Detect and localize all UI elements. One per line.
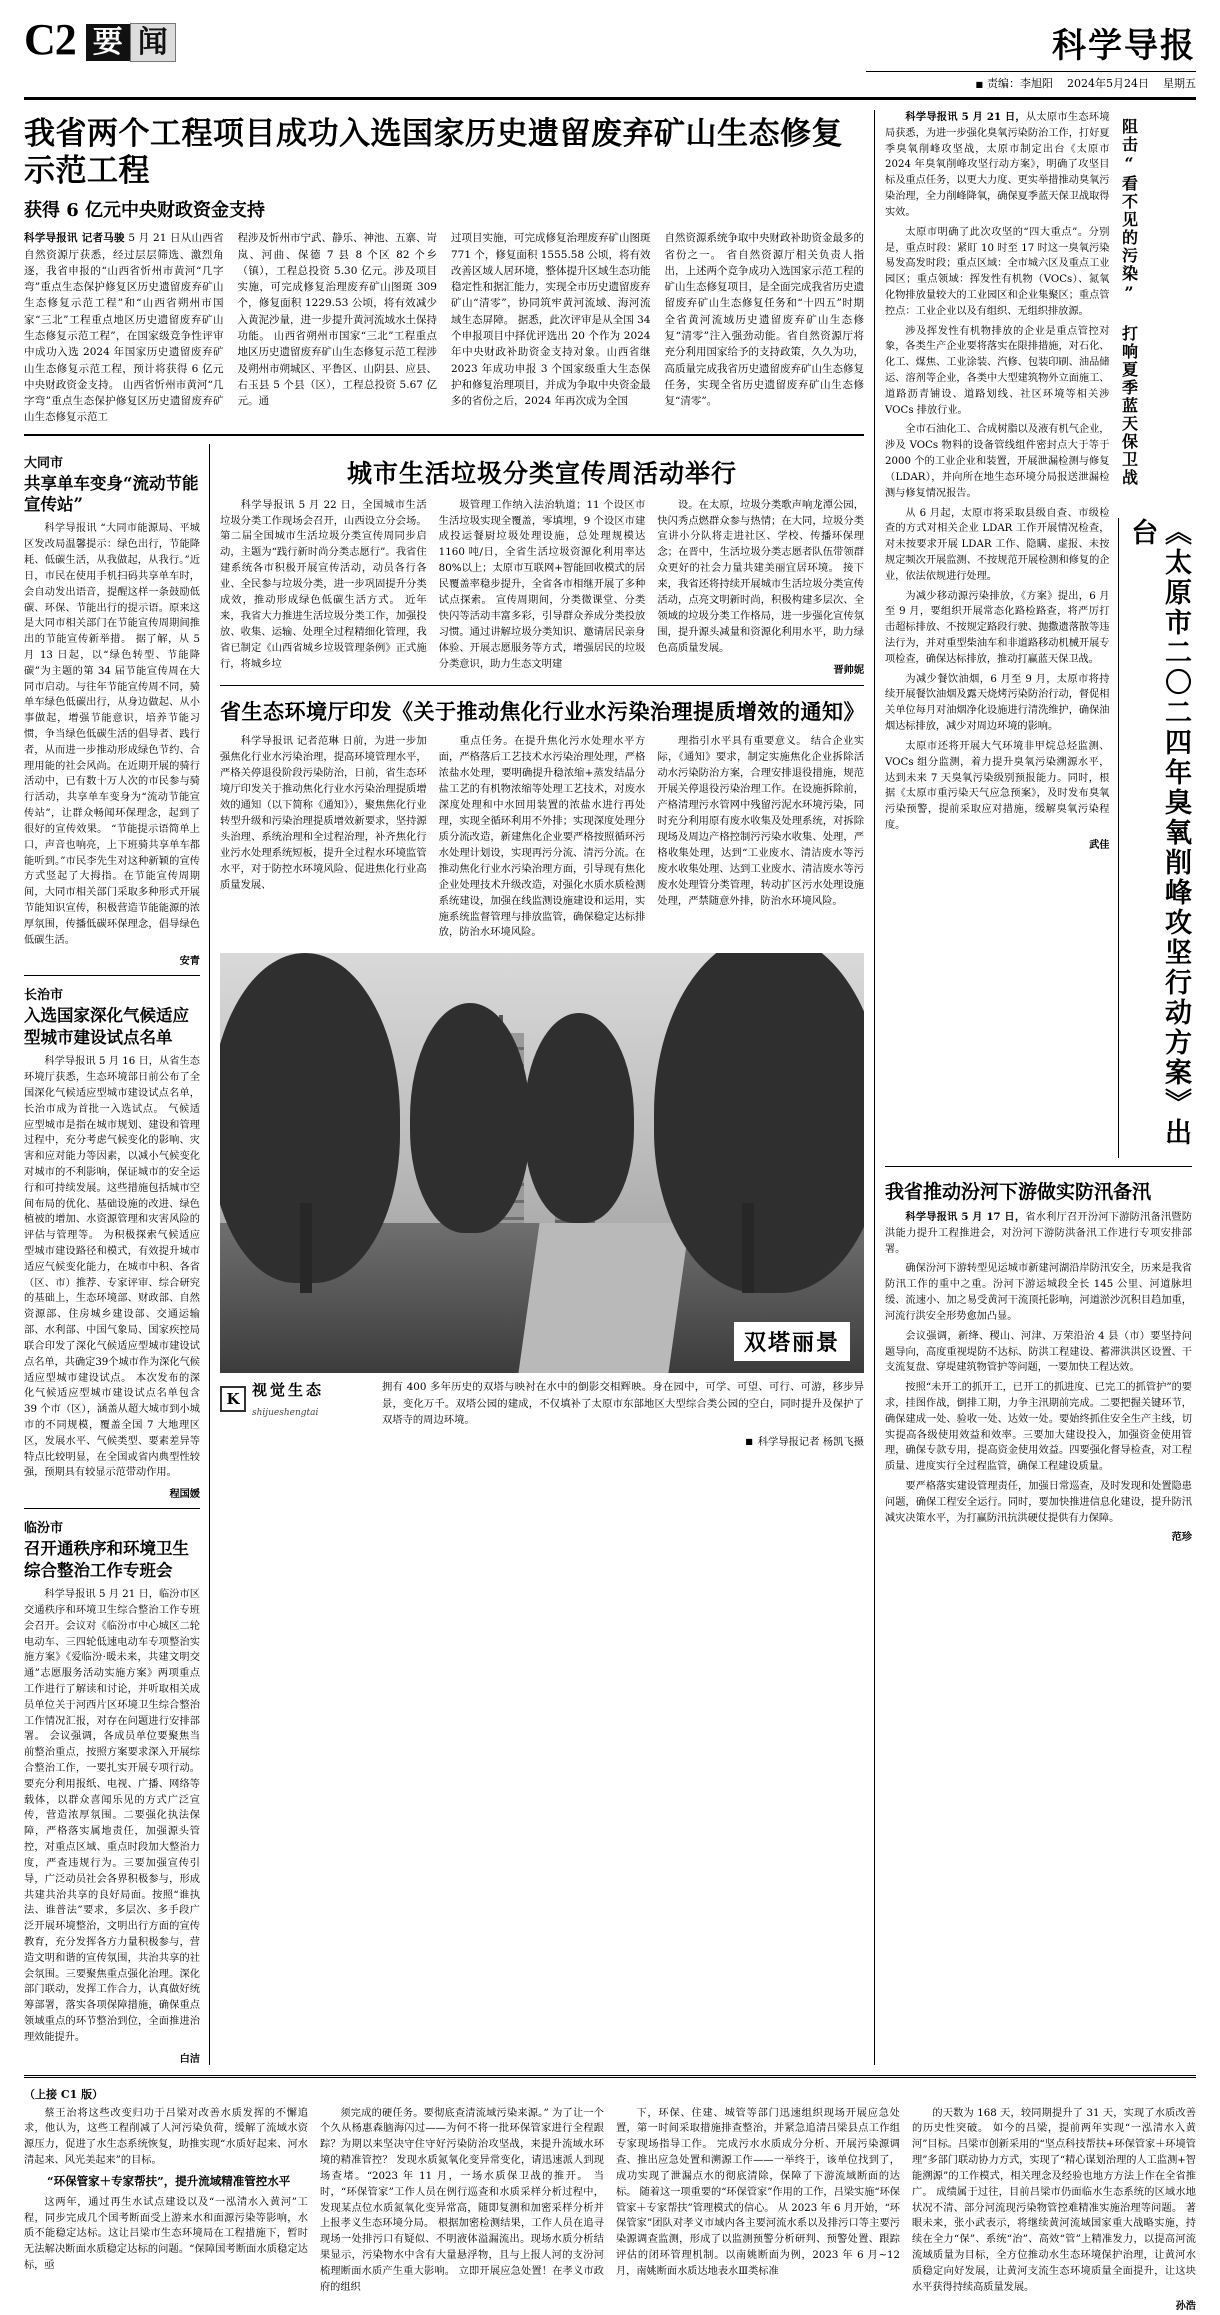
right-article-2-body <box>885 1210 1192 1546</box>
right-s1: 省水利厅召开汾河下游防汛备汛暨防洪能力提升工程推进会，对汾河下游防洪备汛工作进行专项安排部署。 <box>885 1212 1193 1255</box>
masthead-left <box>24 15 194 64</box>
center-sign-1: 晋帅妮 <box>833 664 865 677</box>
bottom-col-4 <box>912 2106 1196 2315</box>
city-brief-datong <box>24 452 200 968</box>
page-body <box>24 110 1196 2065</box>
right-p2: 太原市明确了此次攻坚的“四大重点”。分别是，重点时段：紧盯 10 时至 17 时这一臭氧污染易发高发时段；重点区域：全市城六区及重点工业园区；重点领域：挥发性有机物（VOCs）、氮氧化物排放量较大的工业园区和企业集聚区；重点管控点：工业企业以及有组织、无组织排放源。 <box>885 226 1110 317</box>
section-badge-char1: 要 <box>86 24 130 62</box>
right-sign: 武佳 <box>1089 838 1110 851</box>
tree-2 <box>654 953 864 1293</box>
center-body-3: 设。在太原，垃圾分类歌声响龙潭公园，快闪秀点燃群众参与热情；在大同，垃圾分类宣讲小分队将走进社区、学校、传播环保理念；在晋中，生活垃圾分类志愿者队伍带领群众更好的社会力量共建美丽宜居环境。 接下来，我省还将持续开展城市生活垃圾分类宣传活动，点亮文明新时尚，积极构建多层次、全领域的垃圾分类工作格局，进一步强化宣传氛围，提升源头减量和资源化利用水平，助力绿色高质量发展。 <box>657 498 865 655</box>
tree-3 <box>410 1003 530 1233</box>
masthead <box>24 15 1196 100</box>
bottom-section <box>24 2075 1196 2315</box>
bottom-col-2 <box>320 2106 604 2315</box>
section-badge <box>86 23 176 63</box>
right-s5: 要严格落实建设管理责任，加强日常巡查，及时发现和处置隐患问题，确保工程安全运行。同时，要加快推进信息化建设，提升防汛减灾决策水平，为打赢防汛抗洪硬仗提供有力保障。 <box>885 1481 1192 1524</box>
lead-subhead: 获得 6 亿元中央财政资金支持 <box>24 200 266 222</box>
right-p5: 从 6 月起，太原市将采取县级自查、市级检查的方式对相关企业 LDAR 工作开展情况检查，对未按要求开展 LDAR 工作、隐瞒、虚报、未按规定频次开展监测、不按规范开展检测和修复的企业，依法依规进行处理。 <box>885 507 1110 582</box>
right-byline: 科学导报讯 5 月 21 日， <box>905 111 1026 123</box>
lead-col-4: 自然资源系统争取中央财政补助资金最多的省份之一。 省自然资源厅相关负责人指出，上述两个竞争成功入选国家示范工程的矿山生态修复项目，是全面完成我省历史遗留废弃矿山生态修复任务和“十四五”时期全省黄河流域历史遗留废弃矿山生态修复“清零”注入强劲动能。省自然资源厅将充分利用国家给予的支持政策，久久为功，高质量完成我省历史遗留废弃矿山生态修复任务，实现全省历史遗留废弃矿山生态修复“清零”。 <box>664 232 864 408</box>
issue-date: 2024年5月24日 <box>1067 77 1149 90</box>
right-p7: 为减少餐饮油烟，6 月至 9 月，太原市将持续开展餐饮油烟及露天烧烤污染防治行动，督促相关单位每月对油烟净化设施进行清洗维护，确保油烟达标排放，减少对周边环境的影响。 <box>885 673 1110 733</box>
bottom-columns <box>24 2106 1196 2315</box>
center-col-3 <box>657 498 864 677</box>
center2-col-2 <box>439 734 646 945</box>
right-article-2 <box>885 1177 1192 1546</box>
right-vertical-titles <box>1118 110 1193 1158</box>
divider-4 <box>885 1166 1192 1167</box>
tree-4 <box>524 1013 634 1223</box>
right-s4: 按照“未开工的抓开工，已开工的抓进度、已完工的抓管护”的要求，挂图作战，倒排工期，力争主汛期前完成。二要把握关键环节，确保建成一处、验收一处、达效一处。要始终抓住安全生产主线，切实提高各级使用效益和效率。三要加大建设投入，加强资金使用管理，确保专款专用，提高资金使用效益。四要强化督导检查，对工程质量、进度实行全过程监管，确保工程建设质量。 <box>885 1382 1192 1473</box>
brief-title-linfen: 召开通秩序和环境卫生综合整治工作专班会 <box>24 1539 189 1580</box>
bottom-body-3: 下，环保、住建、城管等部门迅速组织现场开展应急处置，第一时间采取措施排查整治，并紧急追清吕梁县点工作组专家现场指导工作。 完成污水水质成分分析、开展污染源调查、推出应急处置和溯源工作——一举终于，该单位找到了，成功实现了泄漏点水的彻底清除，保障了下游流域断面的达标。 随着这一项重要的“环保管家”作用的工作，吕梁实施“环保管家＋专家帮扶”管理模式的信心。 从 2023 年 6 月开始，“环保管家”团队对孝义市域内各主要河流水系以及排污口等主要污染源调查监测，形成了以监测预警分析研判、预警处置、跟踪评估的闭环管理机制。以南姚断面为例，2023 年 6 月~12 月，南姚断面水质达地表水Ⅲ类标准 <box>616 2107 900 2277</box>
center-article-1 <box>220 498 864 677</box>
vertical-subtitle: 阻击“看不见的污染” 打响夏季蓝天保卫战 <box>1119 118 1139 487</box>
divider-1 <box>24 975 200 976</box>
bottom-sign: 孙浩 <box>1175 2300 1196 2313</box>
right-s-lead <box>885 1210 1192 1257</box>
bottom-body-1: 蔡王治将这些改变归功于吕梁对改善水质发挥的不懈追求，他认为，这些工程削减了人河污染负荷，缓解了流域水资源压力，促进了水生态系统恢复，助推实现“水质好起来、河水清起来、风光美起来”的目标。 <box>24 2107 308 2167</box>
right-p6: 为减少移动源污染排放，《方案》提出，6 月至 9 月，要组织开展常态化路检路查，将严厉打击超标排放、不按规定路段行驶、抛撒遗落散等违法行为，并对重型柴油车和非道路移动机械开展专项检查，确保达标排放，推动打赢蓝天保卫战。 <box>885 590 1110 665</box>
photo-twin-pagodas <box>220 953 864 1373</box>
photo-caption-row <box>220 1379 864 1428</box>
right-column <box>874 110 1192 2065</box>
editor-label: ■ 责编：李旭阳 <box>975 75 1053 91</box>
divider-2 <box>24 1508 200 1509</box>
bottom-col-3 <box>616 2106 900 2315</box>
masthead-meta <box>866 71 1196 91</box>
center2-body-2: 重点任务。在提升焦化污水处理水平方面，严格落后工艺技术水污染治理处理，严格浓盐水处理，要明确提升稳浓缩+蒸发结晶分盐工艺的有机物浓缩等处理工艺技术，对废水深度处理和中水回用装置的浓盐水进行再处理，实现全循环利用不外排；实现深度处理分质分流改造，新建焦化企业要严格按照循环污水处理计划设，实现再污分流、清污分流。在推动焦化行业水污染治理方面，引导现有焦化企业处理技术升级改造，对强化水质水质检测系统建设，加强在线监测设施建设和运用，实施系统监督管理与排放监管，确保稳定达标排放，防治水环境风险。 <box>438 735 646 939</box>
brief-title-datong: 共享单车变身“流动节能宣传站” <box>24 473 199 514</box>
center-article-2 <box>220 734 864 945</box>
brief-sign-linfen: 白洁 <box>179 2052 200 2065</box>
trunk-1 <box>300 1203 312 1293</box>
brief-body-datong: 科学导报讯 “大同市能源局、平城区发改局温馨提示：绿色出行，节能降耗、低碳生活，从我做起，从我行。”近日，市民在使用手机扫码共享单车时，会自动发出语音，提醒这样一条鼓励低碳、环保、节能出行的提示语。原来这是大同市相关部门在节能宣传周期间推出的节能宣传新举措。 据了解，从 5 月 13 日起，以“绿色转型、节能降碳”为主题的第 34 届节能宣传周在大同市启动。与往年节能宣传周不同，骑单车绿色低碳出行，从身边做起、从小事做起，增强节能意识，培养节能习惯，争当绿色低碳生活的倡导者、践行者，从而进一步推动形成绿色节约、合理用能的社会风尚。在近期开展的骑行活动中，已有数十万人次的市民参与骑行活动，共享单车变身为“流动节能宣传站”，让群众畅闻环保理念，起到了很好的宣传效果。 “节能提示语简单上口，声音也响亮，上下班骑共享单车都能听到。”市民李先生对这种新颖的宣传方式竖起了大拇指。在节能宣传周期间，大同市相关部门采取多种形式开展节能知识宣传，积极营造节能能源的浓厚氛围，传播低碳环保理念，倡导绿色低碳生活。 <box>24 523 200 946</box>
center2-body-3: 理指引水平具有重要意义。 结合企业实际，《通知》要求，制定实施焦化企业拆除活动水污染防治方案，合理安排退役措施，规范开展关停退役污染治理工作。在设施拆除前，产格清理污水管网中残留污泥水环境污染，同时充分利用原有废水收集及处理系统，对拆除现场及周边产格控制污污染水收集、处理，严格收集处理，达到“工业废水、清洁废水等污废水收集处理、达到工业废水、清洁废水等污废水处理管分类管理，转动扩区污水处理设施处理，严禁随意外排，防治水环境风险。 <box>657 735 865 907</box>
brief-sign-changzhi: 程国媛 <box>169 1488 200 1501</box>
brief-body-linfen: 科学导报讯 5 月 21 日，临汾市区交通秩序和环境卫生综合整治工作专班会召开。会议对《临汾市中心城区二轮电动车、三四轮低速电动车专项整治实施方案》《爱临汾·暖未来，共建文明交通”志愿服务活动实施方案》两项重点工作进行了解读和讨论，并听取相关成员单位关于河西片区环境卫生综合整治工作情况汇报，对存在问题进行安排部署。 会议强调，各成员单位要聚焦当前整治重点，按照方案要求深入开展综合整治工作，一要扎实开展专项行动。要充分利用报纸、电视、广播、网络等载体，以群众喜闻乐见的方式广泛宣传，营造浓厚氛围。二要强化执法保障，严格落实属地责任，加强源头管控，对重点区域、重点时段加大整治力度，严查违规行为。三要加强宣传引导，广泛动员社会各界积极参与，形成共建共治共享的良好局面。按照“谁执法、谁普法”要求，多层次、多手段广泛开展环境整治，文明出行方面的宣传教育，充分发挥各方力量积极参与，营造文明和谐的宣传氛围，共治共享的社会氛围。三要聚焦重点强化治理。深化部门联动，发挥工作合力，认真做好统筹部署，落实各项保障措施，确保重点领域重点的环节整治到位，全面推进治理效能提升。 <box>24 1589 200 2043</box>
logo-k-icon: K <box>220 1386 246 1412</box>
visual-ecology-logo <box>220 1379 370 1419</box>
right-p4: 全市石油化工、合成树脂以及液有机气企业，涉及 VOCs 物料的设备管线组件密封点大于等于 2000 个的工业企业和装置，开展泄漏检测与修复（LDAR），并向所在地生态环境分局报送泄漏检测与修复情况报告。 <box>885 424 1110 499</box>
lead-article <box>24 116 864 436</box>
trunk-2 <box>742 1203 754 1293</box>
photo-caption: 拥有 400 多年历史的双塔与映衬在水中的倒影交相辉映。身在园中，可学、可望、可行、可游，移步异景，变化万千。双塔公园的建成，不仅填补了太原市东部地区大型综合类公园的空白，同时提升及保护了双塔寺的周边环境。 <box>382 1381 864 1427</box>
right-lead-paras <box>885 110 1110 854</box>
city-tag-linfen: 临汾市 <box>24 1521 64 1537</box>
masthead-right <box>866 18 1196 91</box>
section-badge-char2: 闻 <box>130 23 176 63</box>
center-column <box>220 444 864 2065</box>
lead-body-1: 5 月 21 日从山西省自然资源厅获悉，经过层层筛选、激烈角逐，我省申报的“山西省忻州市黄河“几字弯”重点生态保护修复区历史遗留废弃矿山生态修复示范工程”和“山西省朔州市国家“三北”工程重点地区历史遗留废弃矿山生态修复示范工程”，在国家级竞争性评审中成功入选 2024 年国家历史遗留废弃矿山生态修复示范工程，预计将获得 6 亿元中央财政资金支持。 山西省忻州市黄河“几字弯”重点生态保护修复区历史遗留废弃矿山生态修复示范工 <box>24 232 224 424</box>
bottom-body-1c: 这两年，通过再生水试点建设以及“一泓清水入黄河”工程，同步完成几个国考断面受上游来水和面源污染等影响，水质不能稳定达标。这让吕梁市生态环境局在工程措施下，暂时无法解决断面水质稳定达标的问题。“保障国考断面水质稳定达标，亟 <box>24 2196 308 2271</box>
right-s3: 会议强调，新绛、稷山、河津、万荣沿治 4 县（市）要坚持问题导向，高度重视堤防不达标、防洪工程建设、蓄滞洪洪区设置、干支流复盘、穿堤建筑物管护等问题，一要加快工程达效。 <box>885 1330 1192 1374</box>
city-briefs-column <box>24 444 210 2065</box>
photo-path <box>519 1223 690 1373</box>
lead-columns <box>24 230 864 425</box>
lead-headline: 我省两个工程项目成功入选国家历史遗留废弃矿山生态修复示范工程 <box>24 116 843 190</box>
photo-overlay-caption: 双塔丽景 <box>734 1322 850 1361</box>
brief-title-changzhi: 入选国家深化气候适应型城市建设试点名单 <box>24 1006 189 1047</box>
issue-weekday: 星期五 <box>1163 77 1196 90</box>
center2-col-1 <box>220 734 427 945</box>
right-lead-text <box>885 110 1110 1158</box>
right-top-block <box>885 110 1192 1158</box>
bottom-col-1 <box>24 2106 308 2315</box>
divider-3 <box>220 685 864 686</box>
paper-title: 科学导报 <box>1052 26 1196 66</box>
center-col-2 <box>439 498 646 677</box>
brief-body-changzhi: 科学导报讯 5 月 16 日，从省生态环境厅获悉，生态环境部日前公布了全国深化气候适应型城市建设试点名单，长治市成为首批一入选试点。 气候适应型城市是指在城市规划、建设和管理过程中，充分考虑气候变化的影响、灾害和应对能力等因素，以减小气候变化对城市的不利影响，保证城市的安全运行和可持续发展。这些措施包括城市空间布局的优化、基础设施的改进、绿色植被的增加、水资源管理和灾害风险的评估与管理等。 为积极探索气候适应型城市建设路径和模式，有效提升城市适应气候变化能力，在城市中积、各省（区、市）推荐、专家评审、综合研究的基础上，生态环境部、财政部、自然资源部、住房城乡建设部、交通运输部、水利部、中国气象局、国家疾控局联合印发了深化气候适应型城市建设试点名单，共确定39个城市作为深化气候适应型城市建设试点。 本次发布的深化气候适应型城市建设试点名单包含 39 个市（区），涵盖从超大城市到小城市的不同规模，覆盖全国 7 大地理区区，发展水平、气候类型、要素差异等特点比较明显，在全国或省内典型性较强，预期具有较显示范带动作用。 <box>24 1056 200 1479</box>
bottom-body-2: 须完成的硬任务。要彻底查清流域污染来源。” 为了让一个个久从杨惠森脑海闪过——为何不将一批环保管家进行全程跟踪？为期以来坚决守住守好污染防治攻坚战，来提升流域水环境的精准管控？ 发现水质氮氧化变异常变化，请迅速派人到现场查堵。“2023 年 11 月，一场水质保卫战的推开。 当时，“环保管家”工作人员在例行巡查和水质采样分析过程中，发现某点位水质氮氧化变异常高，随即复测和加密采样分析并上报孝义生态环境分局。 根据加密检测结果，工作人员在追寻现场一处排污口有疑似、不明液体溢漏流出。现场水质分析结果显示，污染物水中含有大量悬浮物，且与上报人河的支汾河梳理断面水质产生重大影响。 立即开展应急处置！在孝义市政府的组织 <box>320 2107 604 2293</box>
city-tag-datong: 大同市 <box>24 455 64 471</box>
right-p-lead <box>885 110 1110 221</box>
center2-body-1: 科学导报讯 记者范琳 日前，为进一步加强焦化行业水污染治理，提高环境管理水平，严格关停退役阶段污染防治，日前，省生态环境厅印发关于推动焦化行业水污染治理提质增效的通知（以下简称《通知》），聚焦焦化行业转型升级和污染治理提质增效新要求，坚持源头治理、系统治理和全过程治理，补齐焦化行业污水处理系统短板，提升全过程水环境监管水平，对于防控水环境风险、促进焦化行业高质量发展、 <box>220 735 427 891</box>
right-s2: 确保汾河下游转型见运城市新建河湖沿岸防汛安全，历来是我省防汛工作的重中之重。汾河下游运城段全长 145 公里、河道脉坦缓、流速小、加之易受黄河干流顶托影响，河道淤沙沉积目趋加重，河流行洪安全形势愈加凸显。 <box>885 1263 1192 1322</box>
continuation-note: （上接 C1 版） <box>24 2087 104 2101</box>
right-byline-2: 科学导报讯 5 月 17 日， <box>905 1211 1026 1223</box>
center-body-2: 圾管理工作纳入法治轨道；11 个设区市生活垃圾实现全覆盖，零填埋，9 个设区市建成投运餐厨垃圾处理设施，总处理规模达 1160 吨/日，全省生活垃圾资源化利用率达 80%以上；太原市互联网+智能回收模式的居民覆盖率稳步提升，全省各市相继开展了多种试点探索。 宣传周期间，分类微课堂、分类快闪等活动丰富多彩，引导群众养成分类投放习惯。通过讲解垃圾分类知识、邀请居民亲身体验、开展志愿服务等方式，增强居民的垃圾分类意识，助力生态文明建 <box>438 498 646 671</box>
right-headline-2: 我省推动汾河下游做实防汛备汛 <box>885 1181 1152 1203</box>
center-headline-2: 省生态环境厅印发《关于推动焦化行业水污染治理提质增效的通知》 <box>220 699 865 725</box>
main-column <box>24 110 864 2065</box>
city-brief-changzhi <box>24 984 200 1500</box>
city-tag-changzhi: 长治市 <box>24 988 64 1004</box>
lead-byline: 科学导报讯 记者马骏 <box>24 232 125 245</box>
logo-text: 视觉生态 <box>252 1381 325 1400</box>
center-headline-1: 城市生活垃圾分类宣传周活动举行 <box>346 458 737 488</box>
right-p3: 涉及挥发性有机物排放的企业是重点管控对象，各类生产企业要将落实在限排措施，对石化、化工、煤焦、工业涂装、汽修、包装印刷、油品储运、溶剂等企业，各类中大型建筑物外立面施工、道路沥青铺设、道路划线、社区环境等相关涉 VOCs 排放行业。 <box>885 325 1110 416</box>
center-col-1 <box>220 498 427 677</box>
right-p8: 太原市还将开展大气环境非甲烷总烃监测、VOCs 组分监测，着力提升臭氧污染溯源水平，达到未来 7 天臭氧污染级别预报能力。同时，根据《太原市重污染天气应急预案》，及时发布臭氧污染预警，提前采取应对措施，缓解臭氧污染程度。 <box>885 740 1110 831</box>
brief-sign-datong: 安青 <box>179 955 200 968</box>
center-body-1: 科学导报讯 5 月 22 日，全国城市生活垃圾分类工作现场会召开，山西设立分会场。第二届全国城市生活垃圾分类宣传周同步启动，主题为“践行新时尚分类志愿行”。我省住建系统各市积极开展宣传活动，动员各行各业、全民参与垃圾分类，进一步巩固提升分类成效，推动形成绿色低碳生活方式。 近年来，我省大力推进生活垃圾分类工作，加强投放、收集、运输、处理全过程精细化管理，我省已制定《山西省城乡垃圾管理条例》正式施行，将城乡垃 <box>220 498 427 671</box>
bottom-subhead-1: “环保管家＋专家帮扶”，提升流域精准管控水平 <box>47 2173 291 2188</box>
vertical-headline: 《太原市二〇二四年臭氧削峰攻坚行动方案》出台 <box>1118 518 1193 1158</box>
photo-credit: ■ 科学导报记者 杨凯飞摄 <box>220 1433 864 1448</box>
page-number: C2 <box>24 15 76 64</box>
photo-block <box>220 953 864 1447</box>
right-p1: 从太原市生态环境局获悉，为进一步强化臭氧污染防治工作，打好夏季臭氧削峰攻坚战，太原市制定出台《太原市 2024 年臭氧削峰攻坚行动方案》，明确了攻坚目标及重点任务，以更大力度、更实举措推动臭氧污染治理，全力削峰降氧，确保夏季蓝天保卫战取得实效。 <box>885 112 1110 218</box>
bottom-body-4: 的天数为 168 天，较同期提升了 31 天，实现了水质改善的历史性突破。 如今的吕梁，提前两年实现“一泓清水入黄河”目标。吕梁市创新采用的“坚点科技帮扶+环保管家＋环境管理”多部门联动协力方式，实现了“精心谋划治理的人工监测+智能溯源”的工作模式，相关理念及经验也地方方法上作在全省推广。 成绩属于过往，目前吕梁市仍面临水生态系统的区域水地状况不清、部分河流现污染物管控难精准实施治理等问题。 著眼未来，张小武表示，将继续黄河流域国家重大战略实施，持续在全力“保”、系统“治”、高效“管”上精准发力，以提高河流流域质量为目标，全方位推动水生态环境保护治理，让黄河水质稳定向好发展，让黄河支流生态环境质量全面提升，让这块水平获得持续高质量发展。 <box>912 2107 1196 2293</box>
lead-col-2: 程涉及忻州市宁武、静乐、神池、五寨、岢岚、河曲、保德 7 县 8 个区 82 个乡（镇），工程总投资 5.30 亿元。涉及项目实施，可完成修复治理废弃矿山图斑 309 个，修复面积 1229.53 公顷，将有效减少入黄泥沙量，进一步提升黄河流域水土保持功能。 山西省朔州市国家“三北”工程重点地区历史遗留废弃矿山生态修复示范工程涉及朔州市朔城区、平鲁区、山阴县、应县、右玉县 5 个县（区），工程总投资 5.67 亿元。通 <box>237 232 437 408</box>
center2-col-3 <box>657 734 864 945</box>
logo-pinyin: shijueshengtai <box>252 1408 319 1419</box>
middle-grid <box>24 444 864 2065</box>
city-brief-linfen <box>24 1517 200 2064</box>
lead-col-3: 过项目实施，可完成修复治理废弃矿山图斑 771 个，修复面积 1555.58 公顷，将有效改善区域人居环境，整体提升区域生态功能稳定性和据汇能力，实现全市历史遗留废弃矿山“清零”，协同筑牢黄河流域、海河流域生态屏障。 据悉，此次评审是从全国 34 个申报项目中择优评选出 20 个作为 2024 年中央财政补助资金支持对象。山西省继 2023 年成功申报 3 个国家级重大生态保护和修复治理项目，并成为争取中央资金最多的省份之后，2024 年再次成为全国 <box>451 232 651 408</box>
lead-col-1 <box>24 230 224 425</box>
right-sign-2: 范珍 <box>1171 1531 1192 1544</box>
